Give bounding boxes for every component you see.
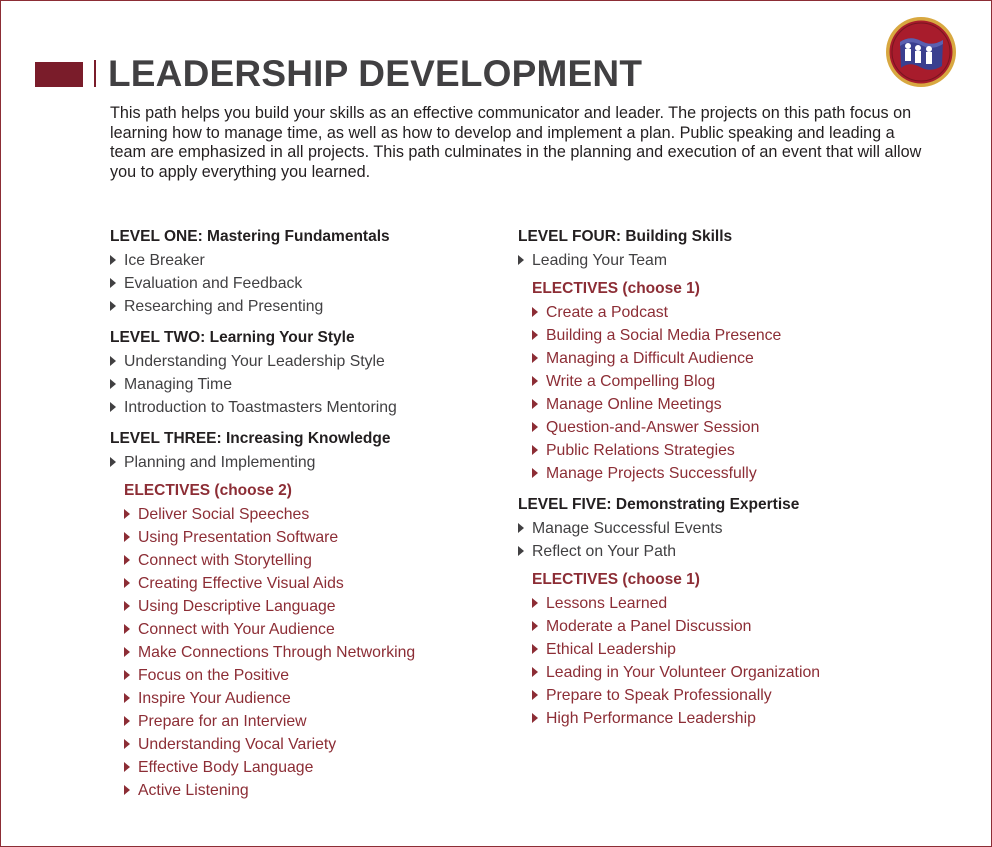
arrow-right-icon [110, 379, 116, 389]
list-item: Reflect on Your Path [518, 540, 820, 563]
arrow-right-icon [124, 647, 130, 657]
level-three-list [110, 451, 415, 474]
arrow-right-icon [532, 598, 538, 608]
list-item: Understanding Your Leadership Style [110, 350, 415, 373]
electives-heading: ELECTIVES (choose 1) [532, 571, 700, 588]
elective-item: Building a Social Media Presence [532, 324, 820, 347]
list-item: Managing Time [110, 373, 415, 396]
level-four-electives [532, 279, 820, 485]
elective-item: Understanding Vocal Variety [124, 733, 415, 756]
arrow-right-icon [124, 509, 130, 519]
level-two-list [110, 350, 415, 419]
arrow-right-icon [532, 330, 538, 340]
arrow-right-icon [124, 693, 130, 703]
arrow-right-icon [124, 601, 130, 611]
elective-item: Question-and-Answer Session [532, 416, 820, 439]
arrow-right-icon [124, 532, 130, 542]
elective-item: Prepare to Speak Professionally [532, 684, 820, 707]
elective-item: Connect with Storytelling [124, 549, 415, 572]
level-three-electives [124, 481, 415, 802]
arrow-right-icon [532, 422, 538, 432]
arrow-right-icon [532, 399, 538, 409]
arrow-right-icon [532, 667, 538, 677]
elective-item: Deliver Social Speeches [124, 503, 415, 526]
left-column [110, 227, 415, 812]
arrow-right-icon [532, 353, 538, 363]
level-two-section [110, 328, 415, 419]
arrow-right-icon [518, 523, 524, 533]
elective-item: Leading in Your Volunteer Organization [532, 661, 820, 684]
title-accent-bar [35, 62, 83, 87]
arrow-right-icon [532, 713, 538, 723]
level-two-title: LEVEL TWO: Learning Your Style [110, 329, 355, 346]
arrow-right-icon [124, 739, 130, 749]
list-item: Manage Successful Events [518, 517, 820, 540]
level-five-section [518, 495, 820, 730]
elective-item: Using Presentation Software [124, 526, 415, 549]
arrow-right-icon [532, 376, 538, 386]
elective-item: Ethical Leadership [532, 638, 820, 661]
elective-item: Using Descriptive Language [124, 595, 415, 618]
arrow-right-icon [110, 356, 116, 366]
level-five-electives [532, 570, 820, 730]
title-separator [94, 60, 96, 87]
arrow-right-icon [532, 644, 538, 654]
arrow-right-icon [110, 255, 116, 265]
arrow-right-icon [518, 255, 524, 265]
electives-heading: ELECTIVES (choose 1) [532, 280, 700, 297]
arrow-right-icon [532, 445, 538, 455]
elective-item: Managing a Difficult Audience [532, 347, 820, 370]
level-one-title: LEVEL ONE: Mastering Fundamentals [110, 228, 390, 245]
arrow-right-icon [110, 457, 116, 467]
level-three-title: LEVEL THREE: Increasing Knowledge [110, 430, 391, 447]
elective-item: Focus on the Positive [124, 664, 415, 687]
list-item: Researching and Presenting [110, 295, 415, 318]
arrow-right-icon [532, 307, 538, 317]
electives-list [532, 592, 820, 730]
right-column [518, 227, 820, 740]
elective-item: Make Connections Through Networking [124, 641, 415, 664]
elective-item: High Performance Leadership [532, 707, 820, 730]
level-one-section [110, 227, 415, 318]
level-four-list [518, 249, 820, 272]
arrow-right-icon [110, 301, 116, 311]
arrow-right-icon [124, 762, 130, 772]
leadership-flag-logo-icon [885, 16, 957, 88]
elective-item: Write a Compelling Blog [532, 370, 820, 393]
list-item: Introduction to Toastmasters Mentoring [110, 396, 415, 419]
list-item: Planning and Implementing [110, 451, 415, 474]
level-one-list [110, 249, 415, 318]
elective-item: Manage Projects Successfully [532, 462, 820, 485]
list-item: Leading Your Team [518, 249, 820, 272]
elective-item: Effective Body Language [124, 756, 415, 779]
level-five-list [518, 517, 820, 563]
list-item: Evaluation and Feedback [110, 272, 415, 295]
arrow-right-icon [532, 621, 538, 631]
elective-item: Connect with Your Audience [124, 618, 415, 641]
page-title: LEADERSHIP DEVELOPMENT [108, 53, 643, 94]
arrow-right-icon [124, 716, 130, 726]
elective-item: Moderate a Panel Discussion [532, 615, 820, 638]
level-four-section [518, 227, 820, 485]
elective-item: Lessons Learned [532, 592, 820, 615]
elective-item: Public Relations Strategies [532, 439, 820, 462]
arrow-right-icon [124, 670, 130, 680]
arrow-right-icon [110, 278, 116, 288]
list-item: Ice Breaker [110, 249, 415, 272]
elective-item: Inspire Your Audience [124, 687, 415, 710]
electives-heading: ELECTIVES (choose 2) [124, 482, 292, 499]
arrow-right-icon [532, 690, 538, 700]
arrow-right-icon [532, 468, 538, 478]
elective-item: Prepare for an Interview [124, 710, 415, 733]
electives-list [532, 301, 820, 485]
intro-paragraph: This path helps you build your skills as an effective communicator and leader. The projects on this path focus on learning how to manage time, as well as how to develop and implement a plan. Public speaking and leading a team are emphasized in all projects. This path culminates in the planning and execution of an event that will allow you to apply everything you learned. [110, 104, 922, 181]
arrow-right-icon [124, 785, 130, 795]
elective-item: Active Listening [124, 779, 415, 802]
electives-list [124, 503, 415, 802]
arrow-right-icon [124, 555, 130, 565]
level-five-title: LEVEL FIVE: Demonstrating Expertise [518, 496, 800, 513]
arrow-right-icon [518, 546, 524, 556]
arrow-right-icon [124, 578, 130, 588]
level-three-section [110, 429, 415, 802]
arrow-right-icon [110, 402, 116, 412]
elective-item: Manage Online Meetings [532, 393, 820, 416]
arrow-right-icon [124, 624, 130, 634]
elective-item: Create a Podcast [532, 301, 820, 324]
elective-item: Creating Effective Visual Aids [124, 572, 415, 595]
level-four-title: LEVEL FOUR: Building Skills [518, 228, 733, 245]
